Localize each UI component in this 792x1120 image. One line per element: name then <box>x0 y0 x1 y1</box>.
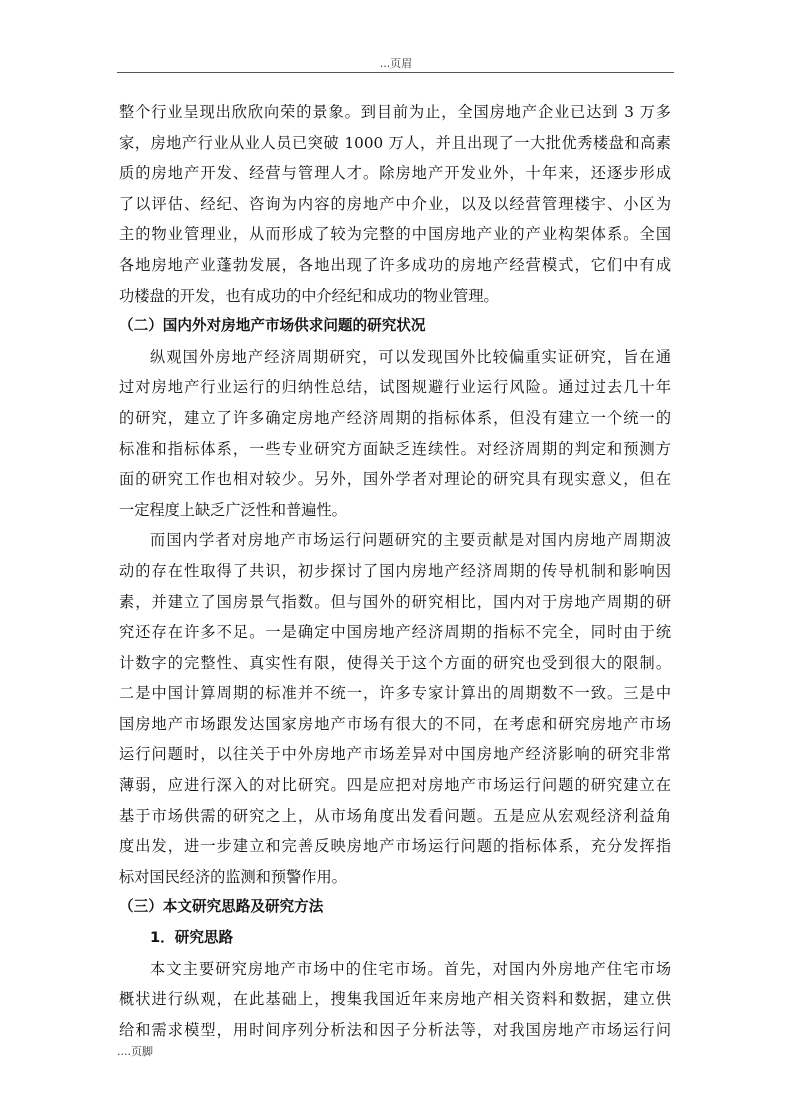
section-heading-research-approach: （三）本文研究思路及研究方法 <box>119 898 324 916</box>
page-header: ...页眉 <box>379 57 413 70</box>
text-line: 度出发，进一步建立和完善反映房地产市场运行问题的指标体系，充分发挥指 <box>119 837 671 856</box>
text-line: 素，并建立了国房景气指数。但与国外的研究相比，国内对于房地产周期的研 <box>119 592 671 611</box>
text-line: 动的存在性取得了共识，初步探讨了国内房地产经济周期的传导机制和影响因 <box>119 561 671 580</box>
text-line: 过对房地产行业运行的归纳性总结，试图规避行业运行风险。通过过去几十年 <box>119 378 671 397</box>
text-line: 运行问题时，以往关于中外房地产市场差异对中国房地产经济影响的研究非常 <box>119 745 671 764</box>
text-line: 标准和指标体系，一些专业研究方面缺乏连续性。对经济周期的判定和预测方 <box>119 439 671 458</box>
text-line: 概状进行纵观，在此基础上，搜集我国近年来房地产相关资料和数据，建立供 <box>119 990 671 1009</box>
text-line: 了以评估、经纪、咨询为内容的房地产中介业，以及以经营管理楼宇、小区为 <box>119 194 671 213</box>
text-line: 的研究，建立了许多确定房地产经济周期的指标体系，但没有建立一个统一的 <box>119 408 671 427</box>
subsection-heading-research-idea: 1．研究思路 <box>150 929 234 947</box>
document-body <box>119 97 671 1045</box>
text-line: 面的研究工作也相对较少。另外，国外学者对理论的研究具有现实意义，但在 <box>119 470 671 489</box>
paragraph-industry-overview <box>119 97 671 311</box>
text-line: 整个行业呈现出欣欣向荣的景象。到目前为止，全国房地产企业已达到 3 万多 <box>119 103 671 121</box>
text-line: 薄弱，应进行深入的对比研究。四是应把对房地产市场运行问题的研究建立在 <box>119 776 671 795</box>
paragraph-research-idea <box>119 954 671 1046</box>
text-line: 功楼盘的开发，也有成功的中介经纪和成功的物业管理。 <box>119 286 499 305</box>
text-line: 各地房地产业蓬勃发展，各地出现了许多成功的房地产经营模式，它们中有成 <box>119 255 671 274</box>
text-line: 而国内学者对房地产市场运行问题研究的主要贡献是对国内房地产周期波 <box>150 531 671 550</box>
text-line: 究还存在许多不足。一是确定中国房地产经济周期的指标不完全，同时由于统 <box>119 623 671 642</box>
text-line: 国房地产市场跟发达国家房地产市场有很大的不同，在考虑和研究房地产市场 <box>119 714 671 733</box>
text-line: 计数字的完整性、真实性有限，使得关于这个方面的研究也受到很大的限制。 <box>119 653 671 672</box>
section-heading-research-status: （二）国内外对房地产市场供求问题的研究状况 <box>119 317 426 335</box>
text-line: 质的房地产开发、经营与管理人才。除房地产开发业外，十年来，还逐步形成 <box>119 164 671 183</box>
text-line: 家，房地产行业从业人员已突破 1000 万人，并且出现了一大批优秀楼盘和高素 <box>119 133 671 152</box>
paragraph-domestic-research <box>119 525 671 892</box>
text-line: 一定程度上缺乏广泛性和普遍性。 <box>119 500 347 519</box>
text-line: 二是中国计算周期的标准并不统一，许多专家计算出的周期数不一致。三是中 <box>119 684 671 703</box>
page-footer: ....页脚 <box>117 1045 153 1058</box>
text-line: 标对国民经济的监测和预警作用。 <box>119 867 347 886</box>
text-line: 主的物业管理业，从而形成了较为完整的中国房地产业的产业构架体系。全国 <box>119 225 671 244</box>
header-divider <box>117 72 674 73</box>
text-line: 给和需求模型，用时间序列分析法和因子分析法等，对我国房地产市场运行问 <box>119 1020 671 1039</box>
text-line: 纵观国外房地产经济周期研究，可以发现国外比较偏重实证研究，旨在通 <box>150 347 671 366</box>
text-line: 本文主要研究房地产市场中的住宅市场。首先，对国内外房地产住宅市场 <box>150 959 671 978</box>
paragraph-foreign-research <box>119 342 671 526</box>
text-line: 基于市场供需的研究之上，从市场角度出发看问题。五是应从宏观经济利益角 <box>119 806 671 825</box>
